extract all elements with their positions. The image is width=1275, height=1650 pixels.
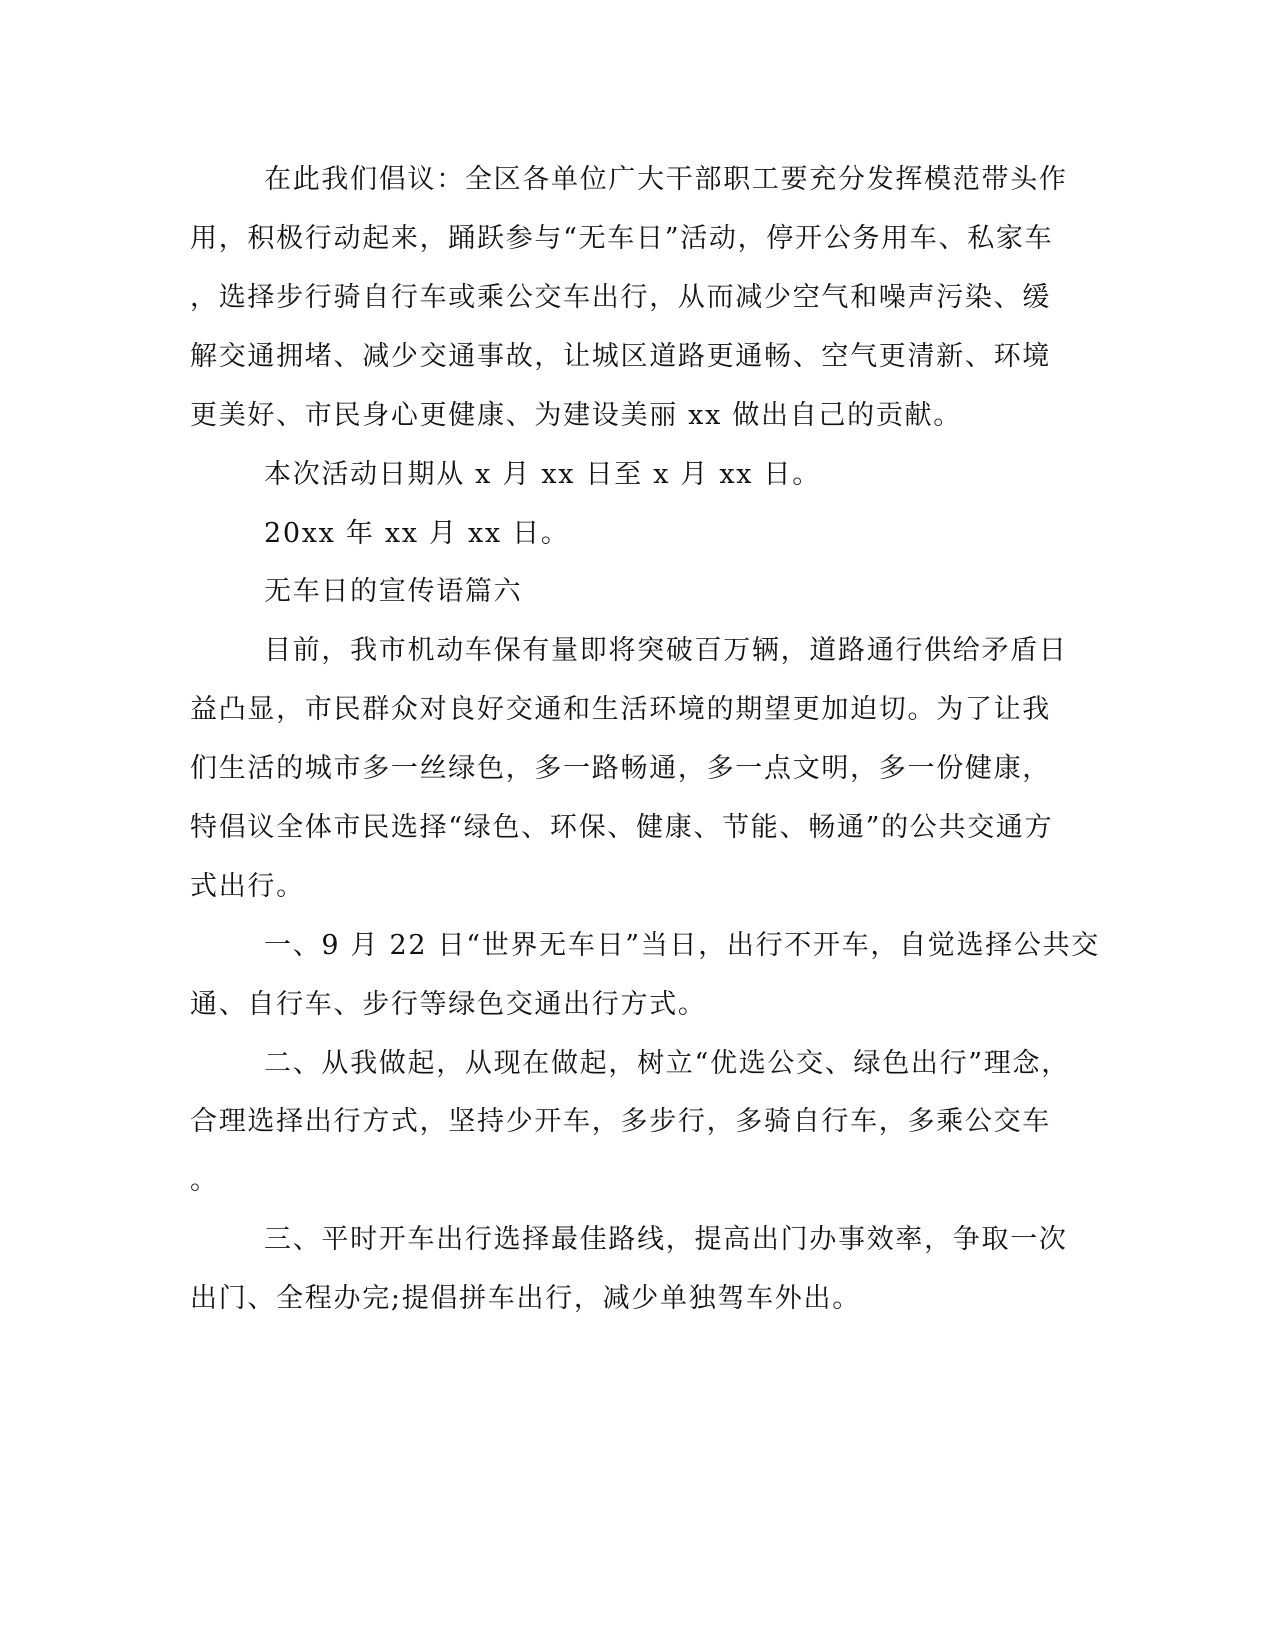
text-line: 通、自行车、步行等绿色交通出行方式。 — [190, 989, 707, 1020]
text-line: 合理选择出行方式，坚持少开车，多步行，多骑自行车，多乘公交车 — [190, 1106, 1051, 1137]
text-line: 式出行。 — [190, 871, 305, 902]
text-line: 在此我们倡议：全区各单位广大干部职工要充分发挥模范带头作 — [264, 164, 1068, 195]
section-heading: 无车日的宣传语篇六 — [264, 576, 523, 607]
text-line: 目前，我市机动车保有量即将突破百万辆，道路通行供给矛盾日 — [264, 635, 1068, 666]
text-line: 本次活动日期从 x 月 xx 日至 x 月 xx 日。 — [264, 459, 821, 490]
text-line: 20xx 年 xx 月 xx 日。 — [264, 518, 570, 549]
text-line: 二、从我做起，从现在做起，树立“优选公交、绿色出行”理念， — [264, 1048, 1070, 1079]
text-line: 解交通拥堵、减少交通事故，让城区道路更通畅、空气更清新、环境 — [190, 341, 1051, 372]
text-line: 。 — [190, 1165, 219, 1196]
text-line: ，选择步行骑自行车或乘公交车出行，从而减少空气和噪声污染、缓 — [190, 282, 1051, 313]
text-line: 更美好、市民身心更健康、为建设美丽 xx 做出自己的贡献。 — [190, 400, 962, 431]
text-line: 益凸显，市民群众对良好交通和生活环境的期望更加迫切。为了让我 — [190, 694, 1051, 725]
text-line: 出门、全程办完;提倡拼车出行，减少单独驾车外出。 — [190, 1283, 861, 1314]
text-line: 用，积极行动起来，踊跃参与“无车日”活动，停开公务用车、私家车 — [190, 223, 1054, 254]
text-line: 们生活的城市多一丝绿色，多一路畅通，多一点文明，多一份健康， — [190, 753, 1051, 784]
text-line: 特倡议全体市民选择“绿色、环保、健康、节能、畅通”的公共交通方 — [190, 812, 1054, 843]
text-line: 一、9 月 22 日“世界无车日”当日，出行不开车，自觉选择公共交 — [264, 930, 1100, 961]
text-line: 三、平时开车出行选择最佳路线，提高出门办事效率，争取一次 — [264, 1224, 1068, 1255]
